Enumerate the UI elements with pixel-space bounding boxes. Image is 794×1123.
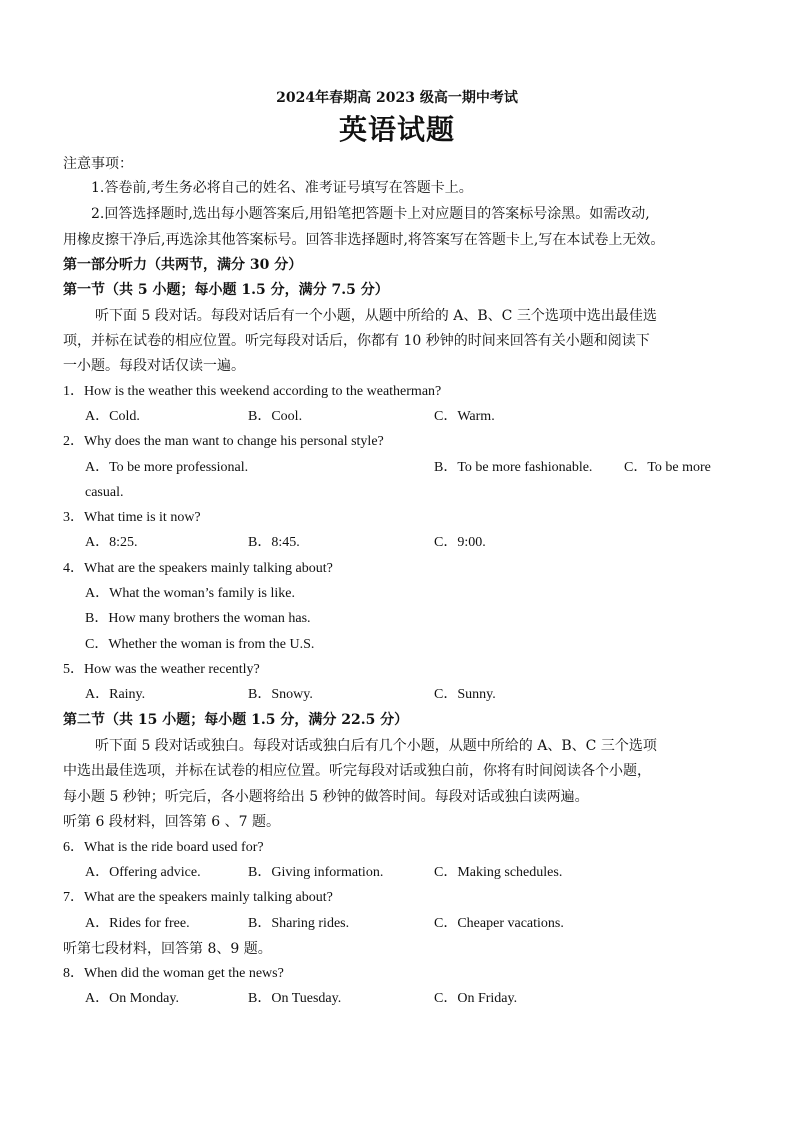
exam-subtitle: 2024年春期高 2023 级高一期中考试 [276, 90, 518, 106]
question-7-option-a: A．Rides for free. [85, 916, 190, 931]
question-4-option-b: B．How many brothers the woman has. [85, 611, 311, 626]
exam-title: 英语试题 [338, 113, 455, 146]
question-8-option-c: C．On Friday. [434, 991, 518, 1006]
question-1-option-c: C．Warm. [434, 409, 495, 424]
question-2-option-b: B．To be more fashionable. [434, 460, 593, 475]
question-4-option-c: C．Whether the woman is from the U.S. [85, 637, 315, 652]
question-3-option-a: A．8:25. [85, 535, 138, 550]
question-1-stem: 1．How is the weather this weekend according to the weatherman? [63, 384, 442, 399]
group-7-heading: 听第七段材料，回答第 8、9 题。 [63, 941, 272, 957]
question-2-stem: 2．Why does the man want to change his personal style? [63, 434, 384, 449]
section1-instructions-line2: 项，并标在试卷的相应位置。听完每段对话后，你都有 10 秒钟的时间来回答有关小题和阅读下 [63, 333, 650, 349]
question-1-option-b: B．Cool. [248, 409, 303, 424]
question-2-option-a: A．To be more professional. [85, 460, 249, 475]
question-4-option-a: A．What the woman’s family is like. [85, 586, 295, 601]
question-5-option-a: A．Rainy. [85, 687, 146, 702]
question-7-stem: 7．What are the speakers mainly talking about? [63, 890, 333, 905]
question-5-stem: 5．How was the weather recently? [63, 662, 260, 677]
question-4-stem: 4．What are the speakers mainly talking about? [63, 561, 333, 576]
section2-instructions-line2: 中选出最佳选项，并标在试卷的相应位置。听完每段对话或独白前，你将有时间阅读各个小题， [63, 763, 651, 779]
section2-instructions-line3: 每小题 5 秒钟；听完后，各小题将给出 5 秒钟的做答时间。每段对话或独白读两遍。 [63, 789, 589, 805]
question-3-option-c: C．9:00. [434, 535, 486, 550]
notice-item-2-line1: 2.回答选择题时,选出每小题答案后,用铅笔把答题卡上对应题目的答案标号涂黑。如需改动, [91, 206, 650, 222]
section1-instructions-line1: 听下面 5 段对话。每段对话后有一个小题，从题中所给的 A、B、C 三个选项中选出最佳选 [95, 308, 657, 324]
question-6-option-c: C．Making schedules. [434, 865, 563, 880]
question-6-stem: 6．What is the ride board used for? [63, 840, 264, 855]
part1-heading: 第一部分听力（共两节，满分 30 分） [63, 257, 303, 273]
question-3-option-b: B．8:45. [248, 535, 300, 550]
question-5-option-c: C．Sunny. [434, 687, 496, 702]
section2-heading: 第二节（共 15 小题；每小题 1.5 分，满分 22.5 分） [63, 712, 409, 728]
question-6-option-a: A．Offering advice. [85, 865, 201, 880]
question-8-stem: 8．When did the woman get the news? [63, 966, 284, 981]
question-8-option-a: A．On Monday. [85, 991, 179, 1006]
question-5-option-b: B．Snowy. [248, 687, 313, 702]
question-7-option-b: B．Sharing rides. [248, 916, 350, 931]
question-6-option-b: B．Giving information. [248, 865, 384, 880]
question-1-option-a: A．Cold. [85, 409, 140, 424]
question-2-option-c-continued: casual. [85, 485, 124, 500]
group-6-heading: 听第 6 段材料，回答第 6 、7 题。 [63, 814, 280, 830]
section1-heading: 第一节（共 5 小题；每小题 1.5 分，满分 7.5 分） [63, 282, 389, 298]
question-2-option-c: C．To be more [624, 460, 711, 475]
question-7-option-c: C．Cheaper vacations. [434, 916, 564, 931]
section1-instructions-line3: 一小题。每段对话仅读一遍。 [63, 358, 245, 374]
notice-heading: 注意事项： [63, 156, 133, 172]
question-8-option-b: B．On Tuesday. [248, 991, 342, 1006]
notice-item-2-line2: 用橡皮擦干净后,再选涂其他答案标号。回答非选择题时,将答案写在答题卡上,写在本试卷上无效。 [63, 232, 665, 248]
notice-item-1: 1.答卷前,考生务必将自己的姓名、准考证号填写在答题卡上。 [91, 180, 473, 196]
question-3-stem: 3．What time is it now? [63, 510, 201, 525]
section2-instructions-line1: 听下面 5 段对话或独白。每段对话或独白后有几个小题，从题中所给的 A、B、C 三个选项 [95, 738, 657, 754]
